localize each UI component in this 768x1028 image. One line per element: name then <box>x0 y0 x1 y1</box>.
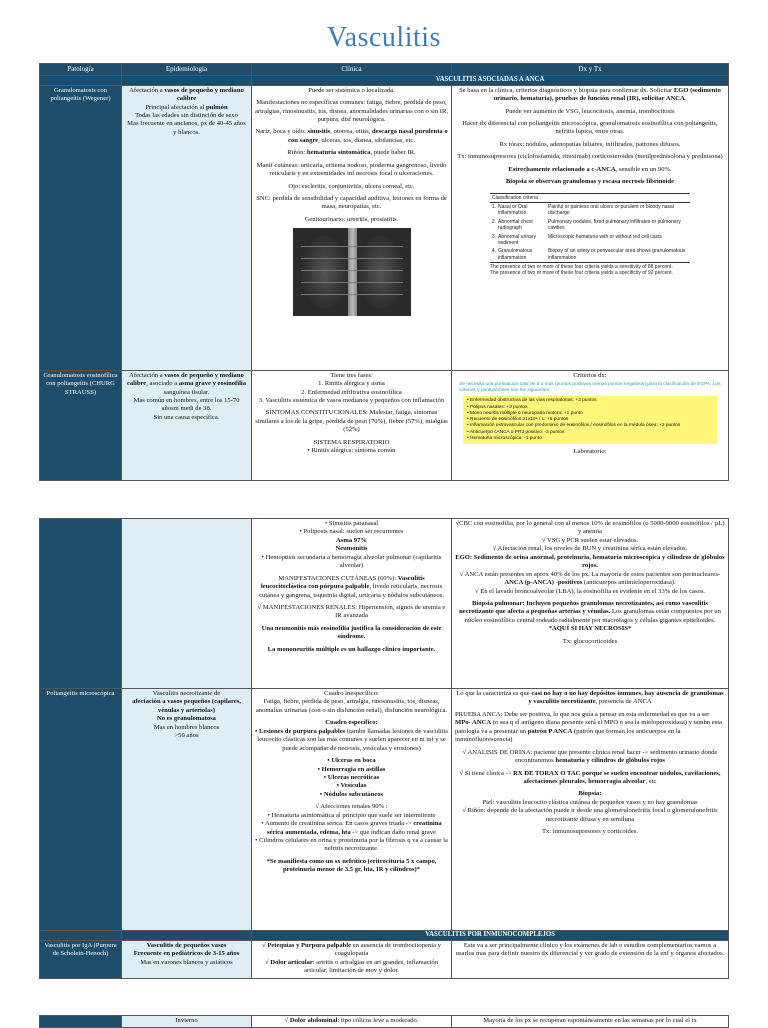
header-epidemiologia: Epidemiología <box>122 64 252 76</box>
dx-churg: Criterios dx: Se necesita una puntuación total de 5 o más (puntos positivos menos puntos negativos) para la clasificación de EGPA. Los criterios y puntuaciones son los siguientes: • Enfermedad obstructiva de las vías respiratorias: +3 puntos • Pólipos nasales: +3 puntos • Mono neuritis múltiple o neuropatía motora: +1 punto • Recuento de eosinófilos ≥1x10⁹ / L: +5 puntos • Inflamación extravascular con predominio de eosinófilos / eosinófilos en la médula ósea: +2 puntos • Anticuerpo cANCA o PR3 positivo: -3 puntos • Hematuria microscópica: -1 punto Laboratorio: <box>452 370 729 480</box>
clinic-churg: Tiene tres fases: 1. Rinitis alérgica y asma 2. Enfermedad infiltrativa eosinofílica 3. Vasculitis sistémica de vasos medianos y pequeños con inflamación SÍNTOMAS CONSTITUCIONALES: Malestar, fatiga, síntomas similares a los de la gripe, pérdida de peso (70%), fiebre (57%), mialgias (52%) SISTEMA RESPIRATORIO • Rinitis alérgica: síntoma común <box>252 370 452 480</box>
epi-micro: Vasculitis necrotizante de afectación a vasos pequeños (capilares, vénulas y arteriolas) No es granulomatosa Mas en hombres blancos >50 años <box>122 689 252 931</box>
pathology-wegener: Granulomatosis con poliangeítis (Wegener) <box>40 85 122 370</box>
header-clinica: Clínica <box>252 64 452 76</box>
egpa-criteria-box: • Enfermedad obstructiva de las vías respiratorias: +3 puntos • Pólipos nasales: +3 puntos • Mono neuritis múltiple o neuropatía motora: +1 punto • Recuento de eosinófilos ≥1x10⁹ / L: +5 puntos • Inflamación extravascular con predominio de eosinófilos / eosinófilos en la médula ósea: +2 puntos • Anticuerpo cANCA o PR3 positivo: -3 puntos • Hematuria microscópica: -1 punto <box>463 396 717 444</box>
header-patologia: Patología <box>40 64 122 76</box>
egpa-score-note: Se necesita una puntuación total de 5 o más (puntos positivos menos puntos negativos) para la clasificación de EGPA. Los criterios y puntuaciones son los siguientes: <box>459 382 721 394</box>
epi-churg: Afectación a vasos de pequeño y mediano calibre, asociado a asma grave y eosinofilia sanguínea tisular. Mas común en hombres, entre los 15-70 añosm medi de 38. Sin una causa específica. <box>122 370 252 480</box>
header-dx-tx: Dx y Tx <box>452 64 729 76</box>
vasculitis-table-3 <box>39 1015 729 1028</box>
dx-iga-continued: Mayoría de los px se recuperan espontáneamente en las semanas por lo cual el tx <box>452 1016 729 1028</box>
pathology-churg: Granulomatosis eosinofílica con poliangeítis (CHURG STRAUSS) <box>40 370 122 480</box>
dx-wegener: Se basa en la clínica, criterios diagnósticos y biopsia para confirmar dx. Solicitar EGO (sedimento urinario, hematuria), pruebas de función renal (IR), solicitar ANCA. Puede ver aumento de VSG, leucocitosis, anemia, trombocitosis Hacer dx diferencial con poliangeítis microscópica, granulomatosis eosinofílica con poliangeítis, nefritis lupica, entre otras. Rx tórax: nódulos, adenopatías hiliares, infiltrados, patrones difusos. Tx: inmunosupresores (ciclofosfamida, rituximab) corticosteroides (metilprednisolona y prednisona) Estrechamente relacionado a c-ANCA, sensible en un 90%. Biopsia se observan granulomas y escasa necrosis fibrinoide Classification criteria 1. Nasal or Oral inflammation Painful or painless oral ulcers or purulent or bloody nasal discharge 2. Abnormal chest radiograph Pulmonary nodules, fixed pulmonary infiltrates or pulmonary cavities 3. Abnormal urinary sediment Microscopic hematuria with or without red cell casts 4. Granulomatous inflammation Biopsy of an artery or perivascular area shows granulomatous inflammation The presence of two or more of these four criteria yields a sensitivity of 88 percent. The presence of two or more of these four criteria yields a specificity of 92 percent. <box>452 85 729 370</box>
clinic-wegener: Puede ser sistémica o localizada. Manifestaciones no específicas comunes: fatiga, fiebre, pérdida de peso, artralgias, rinosinusitis, tos, disnea, anormalidades urinarias con o sin IR, purpura, disf neurológica. Nariz, boca y oído: sinusitis, otorrea, otitis, descarga nasal purulenta o con sangre, ulceras, tos, disnea, sibilancias, etc. Riñón: hematuria sintomática, puede haber IR. Manif cutáneas: urticaria, eritema nodoso, pioderma gangrenoso, livedo reticularis y en extremidades inf necrosis focal o ulceraciones. Ojo: escleritis, conjuntivitis, ulcera corneal, etc. SNC: perdida de sensibilidad y capacidad auditiva, lesiones en forma de masa, neuropatías, etc. Genitourinario: uretritis, prostatitis. <box>252 85 452 370</box>
epi-iga-continued: Invierno <box>122 1016 252 1028</box>
band-anca-label: VASCULITIS ASOCIADAS A ANCA <box>252 75 729 85</box>
row-wegener <box>40 85 729 370</box>
dx-micro: Lo que la caracteriza es que casi no hay o no hay depósitos inmunes, hay ausencia de granulomas y vasculitis necrotizante, presencia de ANCA PRUEBA ANCA: Debe ser positiva, lo que nos guía a pensar en esta enfermedad es que va a ser MPo- ANCA (o sea q el antígeno diana presente será el MPO o sea la mieloperoxidasa) y tambn esta patología va a presentar un patrón P ANCA (patrón que forman los anticuerpos en la inmunofluorescencia) √ ANALISIS DE ORINA: paciente que presente clínica renal hacer -> sedimento urinario donde encontraremos hematuria y cilindros de glóbulos rojos √ Si tiene clínica -> RX DE TORAX O TAC porque se suelen encontrar nódulos, cavitaciones, afectaciones pleurales, hemorragia alveolar, etc Biopsia: Piel: vasculitis leucocito clástica cutánea de pequeños vasos y no hay granulomas √ Riñón: depende de la afectación puede ir desde una glomerulonefritis focal o glomerulonefritis necrotizante difusa y en semiluna Tx: inmunosupresores y corticoides. <box>452 689 729 931</box>
dx-churg-continued: √CBC con eosinofilia, por lo general con al menos 10% de eosinófilos (o 5000-9000 eosinófilos / µL) y anemia √ VSG y PCR suelen estar elevados. √ Afectación renal, los niveles de BUN y creatinina sérica están elevados. EGO: Sedimento de orina anormal, proteinuria, hematuria microscópica y cilindros de glóbulos rojos. √ ANCA están presentes en aprox 40% de los px. La mayoría de estos pacientes son perinucleares-ANCA (p-ANCA) -positivos (anticuerpos antimieloperoxidasa). √ En el lavado broncoalveolar (LBA), la eosinofilia es evidente en el 33% de los casos. Biopsia pulmonar: Incluyen pequeños granulomas necrotizantes, así como vasculitis necrotizante que afecta a pequeñas arterias y vénulas. Los granulomas están compuestos por un núcleo eosinofílico central rodeado radialmente por macrófagos y células gigantes epitelioides. *AQUÍ SI HAY NECROSIS* Tx: glucocorticoides <box>452 519 729 689</box>
row-churg-continued <box>40 519 729 689</box>
row-iga <box>40 940 729 978</box>
clinic-micro: Cuadro inespecífico: Fatiga, fiebre, pérdida de peso, artralgia, rinosinusitis, tos, disneas, anomalías urinarias (con o sin disfunción renal), disfunción neurológica. Cuadro específico: • Lesiones de purpura palpables (tambn llamadas lesiones de vasculitis leucocito clásticas son las más comunes y suelen aparecer en m inf y se puede acompañar de necrosis, vesículas y erosiones) • Ulceras en boca • Hemorragia en astillas • Ulceras necróticas • Vesículas • Nódulos subcutáneos √ Afecciones renales 90% : • Hematuria asintomática al principio que suele ser intermitente • Aumento de creatinina sérica. En casos graves triada -> creatinina sérica aumentada, edema, hta -> que indican daño renal grave • Cilindros celulares en orina y proteinuria por la fibrosis q va a causar la nefritis necrotizante. *Se manifiesta como un sx nefrítico (eritrocituria 5 x campo, proteinuria menor de 3.5 gr, hta, IR y cilindros)* <box>252 689 452 931</box>
pathology-iga: Vasculitis por IgA (Purpura de Scholein-Henoch) <box>40 940 122 978</box>
band-inmunocomplejos <box>40 931 729 941</box>
chest-xray-image <box>293 228 411 316</box>
clinic-churg-continued: • Sinusitis paranasal • Poliposis nasal: suelen ser recurrentes Asma 97% Neumonitis • Hemoptisis secundaria a hemorragia alveolar pulmonar (capilaritis alveolar) MANIFESTACIONES CUTÁNEAS (60%): Vasculitis leucocitoclástica con púrpura palpable, livedo reticularis, necrosis cutánea y gangrena, isquemia digital, urticaria y nódulos subcutáneos. √ MANIFESTACIONES RENALES: Hipertensión, signos de uremia e IR avanzada Una neumonitis más eosinofilia justifica la consideración de este síndrome. La mononeuritis múltiple es un hallazgo clínico importante. <box>252 519 452 689</box>
band-inmuno-label: VASCULITIS POR INMUNOCOMPLEJOS <box>252 931 729 941</box>
dx-iga: Este va a ser principalmente clínico y los exámenes de lab o estudios complementarios vamos a usarlos mas para definir nuestro dx diferencial y ver grado de extensión de la enf y órganos afectados. <box>452 940 729 978</box>
epi-wegener: Afectación a vasos de pequeño y mediano calibre Principal afectación al pulmón Todas las edades sin distinción de sexo Mas frecuente en ancianos, px de 40-45 años y blancos. <box>122 85 252 370</box>
pathology-micro: Poliangeítis microscópica <box>40 689 122 931</box>
row-microscopic-polyangiitis <box>40 689 729 931</box>
clinic-iga: √ Petequias y Purpura palpable en ausencia de trombocitopenia y coagulopatía √ Dolor articular: artritis o artralgias en art grandes, inflamación articular, limitación de mov y dolor. <box>252 940 452 978</box>
vasculitis-table-2 <box>39 518 729 979</box>
header-row <box>40 64 729 76</box>
epi-iga: Vasculitis de pequeños vasos Frecuente en pediátricos de 3-15 años Mas en varones blancos y asiáticos <box>122 940 252 978</box>
band-anca <box>40 75 729 85</box>
row-iga-continued <box>40 1016 729 1028</box>
classification-criteria-table: Classification criteria 1. Nasal or Oral inflammation Painful or painless oral ulcers or purulent or bloody nasal discharge 2. Abnormal chest radiograph Pulmonary nodules, fixed pulmonary infiltrates or pulmonary cavities 3. Abnormal urinary sediment Microscopic hematuria with or without red cell casts 4. Granulomatous inflammation Biopsy of an artery or perivascular area shows granulomatous inflammation The presence of two or more of these four criteria yields a sensitivity of 88 percent. The presence of two or more of these four criteria yields a specificity of 92 percent. <box>490 193 690 277</box>
vasculitis-table-1 <box>39 63 729 481</box>
document-title: Vasculitis <box>327 22 441 53</box>
clinic-iga-continued: √ Dolor abdominal: tipo cólicos leve a moderado. <box>252 1016 452 1028</box>
row-churg <box>40 370 729 480</box>
